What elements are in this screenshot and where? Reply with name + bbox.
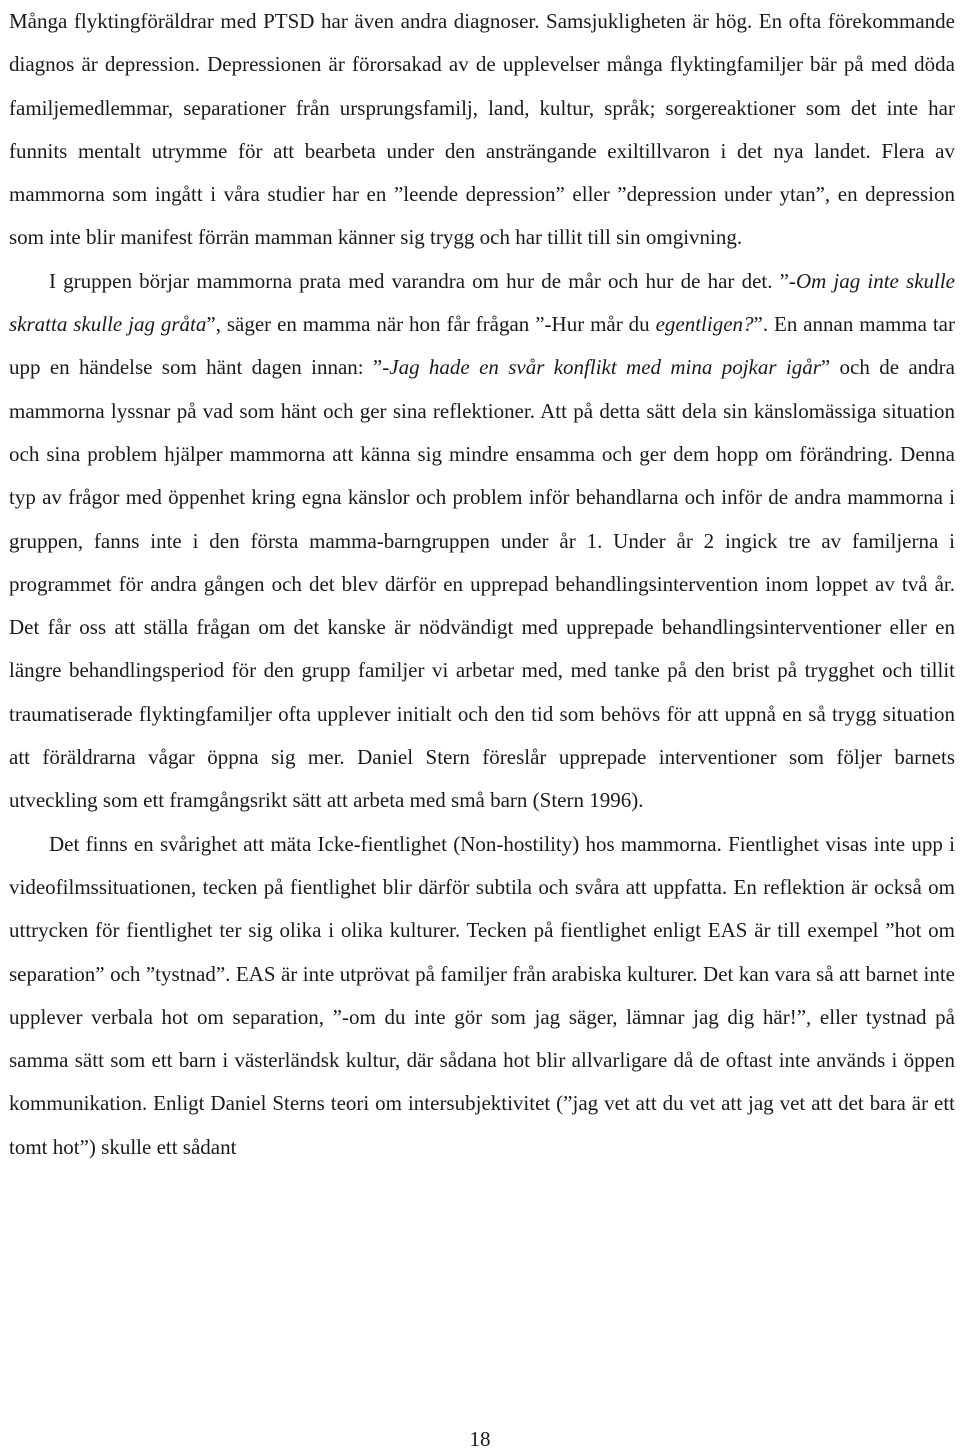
italic-quote: Om jag inte skulle skratta skulle jag gråta bbox=[9, 268, 956, 337]
paragraph-1 bbox=[9, 0, 955, 260]
paragraph-2 bbox=[9, 260, 955, 823]
document-body bbox=[9, 0, 955, 1169]
text-segment: I gruppen börjar mammorna prata med varandra om hur de mår och hur de har det. ”- bbox=[49, 268, 796, 293]
paragraph-3 bbox=[9, 823, 955, 1169]
italic-quote: Jag hade en svår konflikt med mina pojkar igår bbox=[389, 355, 821, 380]
text-segment: ”, säger en mamma när hon får frågan ”-Hur mår du bbox=[206, 312, 656, 337]
text-segment: ”. En annan mamma tar upp en händelse som hänt dagen innan: ”- bbox=[9, 312, 955, 380]
text-segment: ” och de andra mammorna lyssnar på vad som hänt och ger sina reflektioner. Att på detta sätt dela sin känslomässiga situation och sina problem hjälper mammorna att känna sig mindre ensamma och ger dem hopp om förändring. Denna typ av frågor med öppenhet kring egna känslor och problem inför behandlarna och inför de andra mammorna i gruppen, fanns inte i den första mamma-barngruppen under år 1. Under år 2 ingick tre av familjerna i programmet för andra gången och det blev därför en upprepad behandlingsintervention inom loppet av två år. Det får oss att ställa frågan om det kanske är nödvändigt med upprepade behandlingsinterventioner eller en längre behandlingsperiod för den grupp familjer vi arbetar med, med tanke på den brist på trygghet och tillit traumatiserade flyktingfamiljer ofta upplever initialt och den tid som behövs för att uppnå en så trygg situation att föräldrarna vågar öppna sig mer. Daniel Stern föreslår upprepade interventioner som följer barnets utveckling som ett framgångsrikt sätt att arbeta med små barn (Stern 1996). bbox=[9, 355, 955, 813]
text-segment: Många flyktingföräldrar med PTSD har även andra diagnoser. Samsjukligheten är hög. En ofta förekommande diagnos är depression. Depressionen är förorsakad av de upplevelser många flyktingfamiljer bär på med döda familjemedlemmar, separationer från ursprungsfamilj, land, kultur, språk; sorgereaktioner som det inte har funnits mentalt utrymme för att bearbeta under den ansträngande exiltillvaron i det nya landet. Flera av mammorna som ingått i våra studier har en ”leende depression” eller ”depression under ytan”, en depression som inte blir manifest förrän mamman känner sig trygg och har tillit till sin omgivning. bbox=[9, 9, 955, 250]
page-number: 18 bbox=[469, 1427, 491, 1451]
text-segment: Det finns en svårighet att mäta Icke-fientlighet (Non-hostility) hos mammorna. Fientlighet visas inte upp i videofilmssituationen, tecken på fientlighet blir därför subtila och svåra att uppfatta. En reflektion är också om uttrycken för fientlighet ter sig olika i olika kulturer. Tecken på fientlighet enligt EAS är till exempel ”hot om separation” och ”tystnad”. EAS är inte utprövat på familjer från arabiska kulturer. Det kan vara så att barnet inte upplever verbala hot om separation, ”-om du inte gör som jag säger, lämnar jag dig här!”, eller tystnad på samma sätt som ett barn i västerländsk kultur, där sådana hot blir allvarligare då de oftast inte används i öppen kommunikation. Enligt Daniel Sterns teori om intersubjektivitet (”jag vet att du vet att jag vet att det bara är ett tomt hot”) skulle ett sådant bbox=[9, 831, 955, 1159]
italic-quote: egentligen? bbox=[655, 312, 754, 337]
